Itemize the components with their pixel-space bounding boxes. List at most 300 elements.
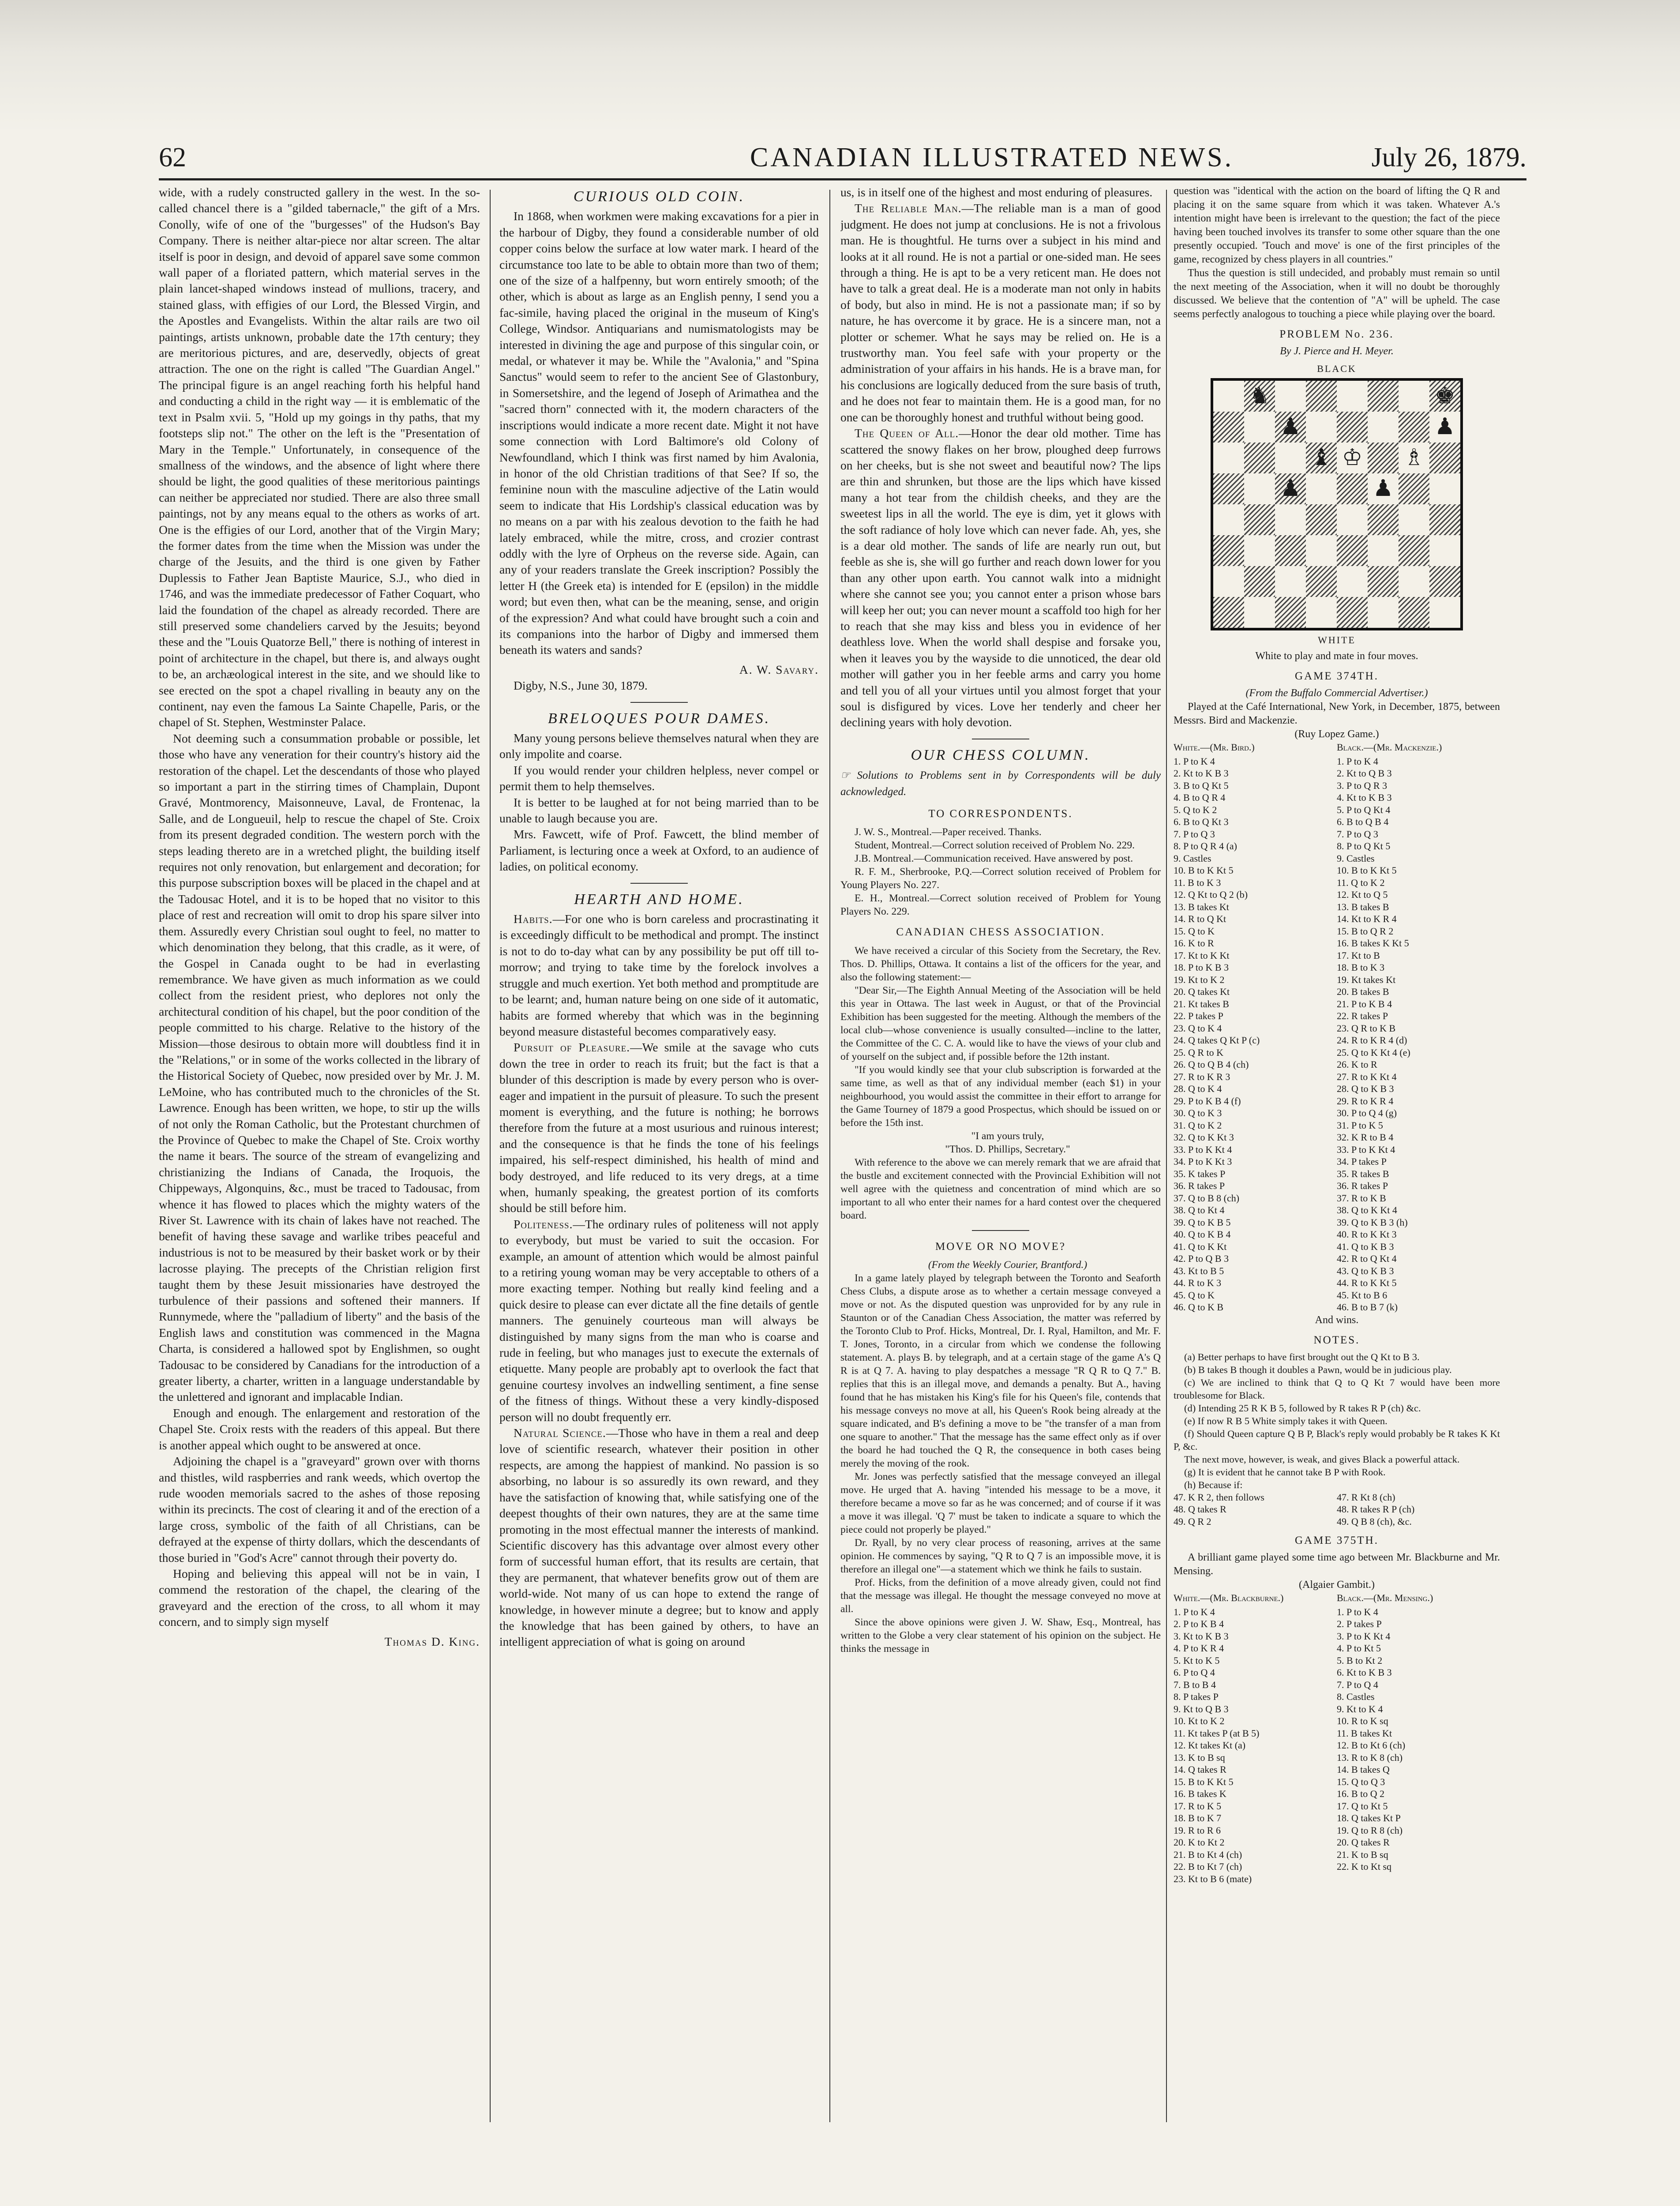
white-move: 17. R to K 5	[1174, 1800, 1222, 1812]
board-square	[1213, 566, 1244, 597]
move-row	[1174, 755, 1500, 768]
separator-rule	[630, 702, 688, 703]
move-paragraph: Since the above opinions were given J. W. Shaw, Esq., Montreal, has written to the Globe a very clear statement of his opinion on the subject. He thinks the message in	[840, 1617, 1161, 1655]
black-move: 19. Q to R 8 (ch)	[1337, 1824, 1403, 1836]
move-row	[1174, 816, 1500, 828]
white-move: 11. B to K 3	[1174, 877, 1221, 888]
white-move: 21. B to Kt 4 (ch)	[1174, 1849, 1242, 1860]
white-move: 40. Q to K B 4	[1174, 1229, 1231, 1240]
board-square	[1244, 473, 1275, 504]
article-title-hearth: HEARTH AND HOME.	[574, 891, 744, 908]
move-row	[1174, 1776, 1500, 1788]
black-move: 17. Kt to B	[1337, 949, 1380, 961]
move-row	[1174, 1144, 1500, 1156]
board-square	[1244, 412, 1275, 443]
move-row	[1174, 1516, 1500, 1528]
hearth-item	[499, 911, 819, 1039]
newspaper-title: CANADIAN ILLUSTRATED NEWS.	[750, 143, 1234, 173]
correspondent-item: E. H., Montreal.—Correct solution received of Problem for Young Players No. 229.	[840, 893, 1161, 918]
black-move: 39. Q to K B 3 (h)	[1337, 1216, 1408, 1228]
black-move: 8. Castles	[1337, 1691, 1375, 1702]
black-move: 12. Kt to Q 5	[1337, 889, 1388, 900]
white-move: 18. P to K B 3	[1174, 962, 1229, 973]
notes-list	[1174, 1351, 1500, 1491]
board-square	[1337, 566, 1368, 597]
black-move: 2. Kt to Q B 3	[1337, 768, 1392, 779]
board-square	[1399, 473, 1429, 504]
board-square	[1368, 504, 1399, 535]
problem-caption: White to play and mate in four moves.	[1255, 650, 1418, 662]
black-move: 9. Castles	[1337, 852, 1375, 864]
black-move: 34. P takes P	[1337, 1156, 1387, 1167]
white-move: 2. P to K B 4	[1174, 1618, 1224, 1629]
move-row	[1174, 1083, 1500, 1095]
column-3	[840, 184, 1161, 2135]
board-square	[1275, 443, 1306, 473]
move-row	[1174, 1010, 1500, 1022]
move-row	[1174, 1873, 1500, 1885]
move-row	[1174, 1022, 1500, 1035]
white-move: 43. Kt to B 5	[1174, 1265, 1224, 1276]
move-source: (From the Weekly Courier, Brantford.)	[928, 1259, 1088, 1271]
white-move: 24. Q takes Q Kt P (c)	[1174, 1035, 1260, 1046]
board-square: ♟	[1275, 412, 1306, 443]
black-move: 30. P to Q 4 (g)	[1337, 1107, 1397, 1118]
white-move: 27. R to K R 3	[1174, 1071, 1230, 1082]
note-item: (d) Intending 25 R K B 5, followed by R takes R P (ch) &c.	[1184, 1402, 1421, 1414]
black-move: 13. R to K 8 (ch)	[1337, 1752, 1403, 1763]
white-move: 5. Kt to K 5	[1174, 1654, 1220, 1666]
black-move: 35. R takes B	[1337, 1168, 1389, 1179]
white-move: 42. P to Q B 3	[1174, 1253, 1229, 1264]
column-2	[499, 184, 819, 2135]
black-move: 18. B to K 3	[1337, 962, 1385, 973]
board-square	[1275, 597, 1306, 628]
white-move: 18. B to K 7	[1174, 1812, 1222, 1823]
black-move: 13. B takes B	[1337, 901, 1389, 912]
black-move: 42. R to Q Kt 4	[1337, 1253, 1397, 1264]
white-move: 35. K takes P	[1174, 1168, 1226, 1179]
article-paragraph: Thus the question is still undecided, and probably must remain so until the next meeting of the Association, when it will no doubt be thoroughly discussed. We believe that the contention of "A" will be upheld. The case seems perfectly analogous to touching a piece while playing over the board.	[1174, 267, 1500, 320]
move-row	[1174, 1503, 1500, 1516]
column-divider	[490, 190, 491, 2122]
black-move: 19. Kt takes Kt	[1337, 974, 1396, 985]
board-square: ♞	[1244, 381, 1275, 412]
move-row	[1174, 828, 1500, 840]
white-move: 25. Q R to K	[1174, 1047, 1224, 1058]
hearth-item	[499, 1216, 819, 1425]
black-move: 2. P takes P	[1337, 1618, 1382, 1629]
white-move: 21. Kt takes B	[1174, 998, 1229, 1009]
hearth-item-text: —For one who is born careless and procrastinating it is exceedingly difficult to be methodical and prompt. The instinct is not to do to-day what can by any possibility be put off till to-morrow; and trying to take time by the forelock involves a struggle and much exertion. Yet both method and promptitude are to be learnt; and, human nature being on one side of it automatic, habits are formed whereby that which was in the beginning beyond measure distasteful becomes comparatively easy.	[499, 912, 819, 1038]
game-description: A brilliant game played some time ago between Mr. Blackburne and Mr. Mensing.	[1174, 1552, 1500, 1577]
white-move: 10. Kt to K 2	[1174, 1715, 1225, 1726]
game-moves-table	[1174, 741, 1500, 1313]
board-square	[1368, 443, 1399, 473]
move-row	[1174, 1228, 1500, 1241]
move-row	[1174, 925, 1500, 938]
move-row	[1174, 767, 1500, 780]
black-move: 41. Q to K B 3	[1337, 1241, 1394, 1252]
black-move: 7. P to Q 3	[1337, 828, 1378, 840]
white-move: 15. Q to K	[1174, 925, 1215, 937]
move-row	[1174, 804, 1500, 816]
move-row	[1174, 1679, 1500, 1691]
board-square	[1306, 597, 1337, 628]
white-move: 14. Q takes R	[1174, 1764, 1226, 1775]
board-square	[1368, 597, 1399, 628]
note-item: (b) B takes B though it doubles a Pawn, would be in judicious play.	[1184, 1364, 1452, 1375]
move-row	[1174, 1849, 1500, 1861]
page-number: 62	[159, 143, 186, 173]
black-move: 3. P to Q R 3	[1337, 780, 1388, 791]
white-move: 13. K to B sq	[1174, 1752, 1225, 1763]
breloque-item: It is better to be laughed at for not being married than to be unable to laugh because you are.	[499, 795, 819, 825]
section-title-move: MOVE OR NO MOVE?	[935, 1240, 1066, 1253]
move-row	[1174, 961, 1500, 974]
black-move: 18. Q takes Kt P	[1337, 1812, 1401, 1823]
pointing-hand-icon: ☞	[840, 769, 857, 782]
move-row	[1174, 1491, 1500, 1504]
move-row	[1174, 1824, 1500, 1837]
move-row	[1174, 998, 1500, 1010]
board-square	[1337, 535, 1368, 566]
hearth-item	[840, 200, 1161, 425]
black-move: 26. K to R	[1337, 1059, 1377, 1070]
black-move: 46. B to B 7 (k)	[1337, 1302, 1398, 1313]
association-paragraph: "Dear Sir,—The Eighth Annual Meeting of the Association will be held this year in Ottawa. The last week in August, or that of the Provincial Exhibition has been suggested for the meeting. Although the members of the local club—whose convenience is usually consulted—incline to the latter, the Committee of the C. C. A. would like to have the views of your club and of yourself on the subject and, if possible before the 12th instant.	[840, 984, 1161, 1062]
black-move: 36. R takes P	[1337, 1180, 1388, 1191]
move-paragraph: In a game lately played by telegraph between the Toronto and Seaforth Chess Clubs, a dispute arose as to whether a certain message conveyed a move or not. As the disputed question was unprovided for by any rule in Staunton or of the Canadian Chess Association, the matter was referred by the Toronto Club to Prof. Hicks, Montreal, Dr. I. Ryal, Hamilton, and Mr. F. T. Jones, Toronto, in a circular from which we condense the following statement. A. plays B. by telegraph, and at a certain stage of the game A's Q R is at Q 7. A. having to play despatches a message "R Q R to Q 7." B. replies that this is an illegal move, and demands a penalty. But A., having found that he has mistaken his King's file for his Queen's file, contends that his message conveys no move at all, his Queen's Rook being already at the square indicated, and B's defining a move to be "the transfer of a man from one square to another." That the message has the same effect only as if over the board he had touched the Q R, the consequence in both cases being merely the moving of the rook.	[840, 1272, 1161, 1470]
note-item: (a) Better perhaps to have first brought out the Q Kt to B 3.	[1184, 1351, 1420, 1362]
game-opening: (Algaier Gambit.)	[1299, 1579, 1375, 1591]
white-move: 33. P to K Kt 4	[1174, 1144, 1232, 1155]
white-move: 12. Q Kt to Q 2 (b)	[1174, 889, 1248, 900]
white-move: 23. Q to K 4	[1174, 1022, 1222, 1034]
section-title-correspondents: TO CORRESPONDENTS.	[928, 808, 1073, 820]
white-move: 26. Q to Q B 4 (ch)	[1174, 1059, 1249, 1070]
white-move: 22. B to Kt 7 (ch)	[1174, 1861, 1242, 1872]
black-move: 10. R to K sq	[1337, 1715, 1388, 1726]
chess-column-title: OUR CHESS COLUMN.	[911, 747, 1091, 763]
black-move: 7. P to Q 4	[1337, 1679, 1378, 1690]
board-square	[1244, 504, 1275, 535]
move-row	[1174, 901, 1500, 913]
black-move: 8. P to Q Kt 5	[1337, 840, 1391, 852]
white-move: 4. B to Q R 4	[1174, 792, 1226, 803]
move-paragraph: Prof. Hicks, from the definition of a move already given, could not find that the message was illegal. He thought the message conveyed no move at all.	[840, 1577, 1161, 1615]
white-label: WHITE	[1318, 634, 1356, 645]
chess-problem	[1174, 362, 1500, 663]
white-move: 13. B takes Kt	[1174, 901, 1229, 912]
board-square	[1337, 504, 1368, 535]
white-move: 39. Q to K B 5	[1174, 1216, 1231, 1228]
move-row	[1174, 1727, 1500, 1740]
white-move: 20. K to Kt 2	[1174, 1837, 1225, 1848]
issue-date: July 26, 1879.	[1371, 143, 1526, 173]
column-4	[1174, 184, 1500, 2135]
white-move: 7. B to B 4	[1174, 1679, 1216, 1690]
move-paragraph: Mr. Jones was perfectly satisfied that the message conveyed an illegal move. He urged that A. having "intended his message to be a move, it therefore became a move so far as he was concerned; and of course if it was a move it was illegal. 'Q 7' must be taken to indicate a square to which the piece could not properly be played."	[840, 1471, 1161, 1536]
black-move: 23. Q R to K B	[1337, 1022, 1396, 1034]
white-move: 19. R to R 6	[1174, 1824, 1221, 1836]
move-row	[1174, 1180, 1500, 1192]
board-square	[1429, 535, 1460, 566]
game-title: GAME 374TH.	[1295, 670, 1379, 682]
note-moves-table	[1174, 1491, 1500, 1528]
move-row	[1174, 1241, 1500, 1253]
move-row	[1174, 1216, 1500, 1229]
board-square	[1213, 504, 1244, 535]
black-move: 20. Q takes R	[1337, 1837, 1390, 1848]
black-move: 14. Kt to K R 4	[1337, 913, 1397, 924]
board-square	[1213, 535, 1244, 566]
black-move: 6. B to Q B 4	[1337, 816, 1389, 827]
note-item: (h) Because if:	[1184, 1479, 1243, 1490]
white-move: 15. B to K Kt 5	[1174, 1776, 1234, 1787]
black-move: 27. R to K Kt 4	[1337, 1071, 1397, 1082]
article-paragraph: In 1868, when workmen were making excavations for a pier in the harbour of Digby, they found a considerable number of old copper coins below the surface at low water mark. I heard of the circumstance too late to be able to obtain more than two of them; one of the size of a halfpenny, but worn entirely smooth; of the other, which is about as large as an English penny, I send you a fac-simile, having placed the original in the museum of King's College, Windsor. Antiquarians and numismatologists may be interested in divining the age and purpose of this singular coin, or medal, or whatever it may be. While the "Avalonia," and "Spina Sanctus" would seem to refer to the ancient See of Glastonbury, in Somersetshire, and the legend of Joseph of Arimathea and the "sacred thorn" connected with it, the modern characters of the inscriptions would indicate a more recent date. Might it not have some connection with Lord Baltimore's old Colony of Newfoundland, which I think was first named by him Avalonia, in honor of the old Christian traditions of that See? If so, the feminine noun with the masculine adjective of the Latin would seem to indicate that His Lordship's classical education was by no means on a par with his zealous devotion to the faith he had lately embraced, while the mitre, cross, and crozier contrast oddly with the lyre of Orpheus on the reverse side. Again, can any of your readers translate the Greek inscription? Possibly the letter H (the Greek eta) is intended for E (epsilon) in the middle word; but even then, what can be the meaning, sense, and origin of the expression? And what could have brought such a coin and its companions into the harbor of Digby and immersed them beneath its waters and sands?	[499, 209, 819, 657]
white-move: 32. Q to K Kt 3	[1174, 1132, 1234, 1143]
association-paragraph: We have received a circular of this Society from the Secretary, the Rev. Thos. D. Phillips, Ottawa. It contains a list of the officers for the year, and also the following statement:—	[840, 945, 1161, 983]
white-move: 5. Q to K 2	[1174, 804, 1217, 815]
move-row	[1174, 1752, 1500, 1764]
game-result: And wins.	[1315, 1314, 1359, 1326]
white-move: 34. P to K Kt 3	[1174, 1156, 1232, 1167]
column-divider	[829, 190, 830, 2122]
board-square	[1399, 412, 1429, 443]
black-move: 5. P to Q Kt 4	[1337, 804, 1391, 815]
move-row	[1174, 1071, 1500, 1083]
white-move: 7. P to Q 3	[1174, 828, 1215, 840]
board-square	[1244, 597, 1275, 628]
article-title-coin: CURIOUS OLD COIN.	[573, 188, 745, 205]
game-moves-table	[1174, 1592, 1500, 1885]
black-move: 10. B to K Kt 5	[1337, 865, 1397, 876]
problem-title: PROBLEM No. 236.	[1279, 328, 1394, 340]
hearth-item-text: —The reliable man is a man of good judgment. He does not jump at conclusions. He is not a frivolous man. He is thoughtful. He turns over a subject in his mind and looks at it all round. He is not a partial or one-sided man. He sees through a thing. He is apt to be a very reticent man. He does not have to talk a great deal. He is a moderate man not only in habits of body, but also in mind. He is not a passionate man; if so by nature, he has overcome it by grace. He is a sincere man, not a plotter or schemer. What he says may be relied on. He is a trustworthy man. You feel safe with your property or the administration of your affairs in his hands. He is a brave man, for his conclusions are logically deduced from the sure basis of truth, and he does not fear to maintain them. He is a good man, for no one can be thoroughly honest and truthful without being good.	[840, 201, 1161, 424]
white-move: 3. Kt to K B 3	[1174, 1630, 1229, 1642]
move-row	[1174, 1800, 1500, 1812]
black-move	[1337, 1873, 1500, 1885]
board-square	[1429, 443, 1460, 473]
move-row	[1174, 1058, 1500, 1071]
black-move: 9. Kt to K 4	[1337, 1703, 1383, 1715]
black-move: 44. R to K Kt 5	[1337, 1277, 1397, 1288]
note-item: The next move, however, is weak, and gives Black a powerful attack.	[1184, 1453, 1460, 1465]
black-move: 15. B to Q R 2	[1337, 925, 1394, 937]
move-row	[1174, 1654, 1500, 1667]
correspondent-item: R. F. M., Sherbrooke, P.Q.—Correct solution received of Problem for Young Players No. 227.	[840, 866, 1161, 891]
white-move: 9. Castles	[1174, 852, 1211, 864]
white-move: 20. Q takes Kt	[1174, 986, 1230, 997]
move-row	[1174, 852, 1500, 865]
move-row	[1174, 1861, 1500, 1873]
article-paragraph: Not deeming such a consummation probable or possible, let those who have any veneration for their country's history aid the restoration of the chapel. Let the descendants of those who played so important a part in the stirring times of Champlain, Dupont Gravé, Montmorency, Maisonneuve, Laval, de Frontenac, la Salle, and de Longueuil, help to rescue the chapel of Ste. Croix from its present degraded condition. The western porch with the steps leading thereto are in a wretched plight, the building itself requires not only renovation, but enlargement and decoration; for this purpose subscription boxes will be placed in the chapel and at the Tadousac Hotel, and it is to be hoped that no visitor to this place of rest and recreation will omit to drop his spare silver into them. Assuredly every Christian soul ought to feel, no matter to which denomination they belong, that this cradle, as it were, of the Gospel in Canada ought to be had in everlasting remembrance. We have given as much information as we could collect from the resident priest, who deplores not only the architectural condition of his chapel, but the poor condition of the people committed to his charge. Relative to the history of the Mission—those desirous to obtain more will doubtless find it in the "Relations," or in some of the works collected in the library of the Historical Society of Quebec, now presided over by Mr. J. M. LeMoine, who has contributed much to the chronicles of the St. Lawrence. Enough has been written, we hope, to stir up the wills of not only the Roman Catholic, but the Protestant churchmen of the Province of Quebec to make the Chapel of Ste. Croix worthy the name it bears. The source of the stream of evangelizing and christianizing the Indians of Canada, the Iroquois, the Chippeways, Algonquins, &c., must be traced to Tadousac, from whence it has flowed to places which the mighty waters of the River St. Lawrence with its chain of lakes have not reached. The benefit of having these savage and warlike tribes peaceful and industrious is not to be measured by their basket work or by their lacrosse playing. The precepts of the Christian religion first taught them by these Jesuit missionaries have destroyed the turbulence of their passions and softened their manners. If Runnymede, where the "palladium of liberty" and the basis of the English laws and constitution was commenced in the Magna Charta, is considered a hallowed spot by Englishmen, so ought Tadousac to be considered by Canadians for the introduction of a greater liberty, a charter, written in a language understandable by the unlettered and ignorant and implacable Indian.	[159, 731, 480, 1404]
black-move: 1. P to K 4	[1337, 1606, 1378, 1617]
association-paragraph: "Thos. D. Phillips, Secretary."	[945, 1143, 1070, 1155]
white-player-header: White.—(Mr. Bird.)	[1174, 742, 1255, 753]
board-square	[1399, 597, 1429, 628]
white-move: 6. P to Q 4	[1174, 1667, 1215, 1678]
board-square	[1275, 504, 1306, 535]
black-label: BLACK	[1317, 363, 1357, 374]
column-divider	[1166, 190, 1167, 2122]
move-row	[1174, 1606, 1500, 1618]
white-move: 47. K R 2, then follows	[1174, 1491, 1264, 1503]
note-item: (c) We are inclined to think that Q to Q Kt 7 would have been more troublesome for Black.	[1174, 1377, 1500, 1401]
black-move: 22. K to Kt sq	[1337, 1861, 1392, 1872]
white-move: 12. Kt takes Kt (a)	[1174, 1740, 1246, 1751]
author-signature: Thomas D. King.	[384, 1634, 480, 1648]
black-move: 25. Q to K Kt 4 (e)	[1337, 1047, 1410, 1058]
move-row	[1174, 1277, 1500, 1289]
move-row	[1174, 1119, 1500, 1132]
white-move: 41. Q to K Kt	[1174, 1241, 1227, 1252]
white-move: 19. Kt to K 2	[1174, 974, 1225, 985]
white-move: 48. Q takes R	[1174, 1504, 1226, 1515]
white-move: 8. P to Q R 4 (a)	[1174, 840, 1238, 852]
author-signature: A. W. Savary.	[739, 662, 819, 676]
white-move: 14. R to Q Kt	[1174, 913, 1226, 924]
move-row	[1174, 1047, 1500, 1059]
black-move: 31. P to K 5	[1337, 1119, 1383, 1131]
move-row	[1174, 1739, 1500, 1752]
white-move: 11. Kt takes P (at B 5)	[1174, 1727, 1260, 1739]
game-title: GAME 375TH.	[1295, 1534, 1379, 1546]
move-paragraph: Dr. Ryall, by no very clear process of reasoning, arrives at the same opinion. He commences by saying, "Q R to Q 7 is an impossible move, it is therefore an illegal one"—a statement which we think he fails to sustain.	[840, 1537, 1161, 1576]
chess-board	[1211, 378, 1463, 630]
white-move: 8. P takes P	[1174, 1691, 1219, 1702]
chess-column-hint: ☞ Solutions to Problems sent in by Correspondents will be duly acknowledged.	[840, 769, 1161, 798]
white-move: 10. B to K Kt 5	[1174, 865, 1234, 876]
black-move: 11. B takes Kt	[1337, 1727, 1392, 1739]
board-square	[1429, 473, 1460, 504]
move-row	[1174, 1192, 1500, 1204]
black-move: 4. Kt to K B 3	[1337, 792, 1392, 803]
black-move: 16. B takes K Kt 5	[1337, 938, 1409, 949]
black-move: 12. B to Kt 6 (ch)	[1337, 1740, 1406, 1751]
dateline: Digby, N.S., June 30, 1879.	[514, 679, 648, 693]
game-description: Played at the Café International, New York, in December, 1875, between Messrs. Bird and Mackenzie.	[1174, 701, 1500, 726]
black-move: 49. Q B 8 (ch), &c.	[1337, 1516, 1412, 1527]
move-row	[1174, 1253, 1500, 1265]
note-item: (g) It is evident that he cannot take B P with Rook.	[1184, 1466, 1386, 1478]
board-square	[1337, 412, 1368, 443]
black-move: 38. Q to K Kt 4	[1337, 1204, 1397, 1216]
white-move: 17. Kt to K Kt	[1174, 949, 1230, 961]
board-square	[1399, 504, 1429, 535]
board-square	[1429, 597, 1460, 628]
move-row	[1174, 780, 1500, 792]
board-square	[1275, 381, 1306, 412]
article-paragraph: wide, with a rudely constructed gallery in the west. In the so-called chancel there is a "gilded tabernacle," the gift of a Mrs. Conolly, wife of one of the "burgesses" of the Hudson's Bay Company. There is neither altar-piece nor altar screen. The altar itself is poor in design, and devoid of apparel save some common wall paper of a floriated pattern, which material serves in the plain lancet-shaped windows instead of mullions, tracery, and stained glass, with effigies of our Lord, the Blessed Virgin, and the Apostles and Evangelists. Within the altar rails are two oil paintings, artists unknown, probable date the 17th century; they are meritorious pictures, and are, deservedly, objects of great attraction. The one on the right is called "The Guardian Angel." The principal figure is an angel reaching forth his helpful hand and conducting a child in the right way — it is emblematic of the text in Psalm xvii. 5, "Hold up my goings in thy paths, that my footsteps slip not." The other on the left is the "Presentation of Mary in the Temple." Unfortunately, in consequence of the smallness of the windows, and the absence of light where there should be light, the good qualities of these meritorious paintings can neither be appreciated nor studied. There are also three small paintings, not by any means equal to the others as works of art. One is the effigies of our Lord, another that of the Virgin Mary; the former dates from the time when the Mission was under the charge of the Jesuits, and the third is one given by Father Duplessis to Father Jean Baptiste Maurice, S.J., who died in 1746, and was the immediate predecessor of Father Coquart, who laid the foundation of the chapel as already recorded. There are still preserved some chandeliers carved by the Jesuits; beyond these and the "Louis Quatorze Bell," there is nothing of interest in point of architecture in the chapel, but there is, and always ought to be, an archæological interest in the site, and we should like to see erected on the spot a chapel rivalling in beauty any on the continent, nay even the famous La Sainte Chapelle, Paris, or the chapel of St. Stephen, Westminster Palace.	[159, 185, 480, 729]
board-square: ♟	[1368, 473, 1399, 504]
board-square: ♚	[1429, 381, 1460, 412]
white-move: 36. R takes P	[1174, 1180, 1225, 1191]
move-row	[1174, 974, 1500, 986]
move-row	[1174, 1034, 1500, 1047]
board-square	[1306, 504, 1337, 535]
header-rule	[159, 178, 1526, 180]
move-row	[1174, 1156, 1500, 1168]
move-row	[1174, 1265, 1500, 1277]
black-move: 4. P to Kt 5	[1337, 1643, 1381, 1654]
black-move: 3. P to K Kt 4	[1337, 1630, 1391, 1642]
hearth-item-lead: Politeness.	[514, 1217, 573, 1231]
black-player-header: Black.—(Mr. Mackenzie.)	[1337, 742, 1442, 753]
article-paragraph: Hoping and believing this appeal will not be in vain, I commend the restoration of the chapel, the clearing of the graveyard and the erection of the cross, to all whom it may concern, and to simply sign myself	[159, 1566, 480, 1629]
board-square: ♟	[1429, 412, 1460, 443]
hearth-item-lead: Pursuit of Pleasure.	[514, 1040, 630, 1054]
hearth-item-text: —Those who have in them a real and deep love of scientific research, whatever their position in other respects, are among the happiest of mankind. No passion is so absorbing, no labour is so assuredly its own reward, and they have the satisfaction of knowing that, while satisfying one of the deepest thoughts of their own natures, they are at the same time promoting in the most effectual manner the interests of mankind. Scientific discovery has this advantage over almost every other form of successful human effort, that its results are certain, that they are permanent, that whatever benefits grow out of them are world-wide. Not many of us can hope to extend the range of knowledge, in however minute a degree; but to know and apply the knowledge that has been gained by others, to have an intelligent appreciation of what is going on around	[499, 1426, 819, 1649]
column-1	[159, 184, 480, 2135]
move-row	[1174, 1204, 1500, 1216]
board-square	[1213, 381, 1244, 412]
move-row	[1174, 986, 1500, 998]
board-square: ♝	[1306, 443, 1337, 473]
board-square	[1306, 535, 1337, 566]
board-square	[1306, 473, 1337, 504]
white-move: 30. Q to K 3	[1174, 1107, 1222, 1118]
board-square	[1429, 504, 1460, 535]
black-move: 48. R takes R P (ch)	[1337, 1504, 1415, 1515]
black-player-header: Black.—(Mr. Mensing.)	[1337, 1592, 1433, 1603]
black-move: 11. Q to K 2	[1337, 877, 1385, 888]
board-square	[1399, 535, 1429, 566]
move-row	[1174, 792, 1500, 804]
white-player-header: White.—(Mr. Blackburne.)	[1174, 1592, 1284, 1603]
article-paragraph: us, is in itself one of the highest and most enduring of pleasures.	[840, 185, 1153, 199]
correspondent-item: Student, Montreal.—Correct solution received of Problem No. 229.	[855, 840, 1135, 852]
move-row	[1174, 1131, 1500, 1144]
board-square	[1399, 381, 1429, 412]
white-move: 9. Kt to Q B 3	[1174, 1703, 1229, 1715]
board-square: ♟	[1275, 473, 1306, 504]
hearth-item	[499, 1039, 819, 1216]
hearth-item	[499, 1425, 819, 1650]
board-square	[1368, 381, 1399, 412]
move-row	[1174, 1788, 1500, 1800]
white-move: 4. P to K R 4	[1174, 1643, 1224, 1654]
page-header	[159, 142, 1526, 177]
board-square	[1306, 412, 1337, 443]
board-square	[1244, 535, 1275, 566]
hearth-item	[840, 425, 1161, 731]
association-paragraph: With reference to the above we can merely remark that we are afraid that the bustle and excitement connected with the Provincial Exhibition will not well agree with the quietness and concentration of mind which are so important to all who enter their names for a hard contest over the chequered board.	[840, 1156, 1161, 1221]
black-move: 14. B takes Q	[1337, 1764, 1390, 1775]
move-row	[1174, 877, 1500, 889]
article-paragraph: Adjoining the chapel is a "graveyard" grown over with thorns and thistles, wild raspberries and rank weeds, which overtop the rude wooden memorials sacred to the ashes of those reposing within its precincts. The cost of clearing it and of the erection of a large cross, symbolic of the faith of all Christians, can be defrayed at the expense of thirty dollars, which the descendants of those buried in "God's Acre" cannot through their poverty do.	[159, 1454, 480, 1564]
board-square	[1213, 473, 1244, 504]
notes-title: NOTES.	[1313, 1334, 1360, 1346]
board-square	[1213, 443, 1244, 473]
board-square	[1306, 566, 1337, 597]
black-move: 22. R takes P	[1337, 1010, 1388, 1021]
black-move: 40. R to K Kt 3	[1337, 1229, 1397, 1240]
black-move: 21. K to B sq	[1337, 1849, 1388, 1860]
move-row	[1174, 1715, 1500, 1727]
board-square	[1275, 535, 1306, 566]
black-move: 33. P to K Kt 4	[1337, 1144, 1395, 1155]
white-move: 16. B takes K	[1174, 1788, 1226, 1799]
black-move: 5. B to Kt 2	[1337, 1654, 1383, 1666]
board-square	[1244, 443, 1275, 473]
hearth-item-lead: Natural Science.	[514, 1426, 606, 1440]
move-row	[1174, 949, 1500, 962]
move-row	[1174, 937, 1500, 949]
white-move: 31. Q to K 2	[1174, 1119, 1222, 1131]
